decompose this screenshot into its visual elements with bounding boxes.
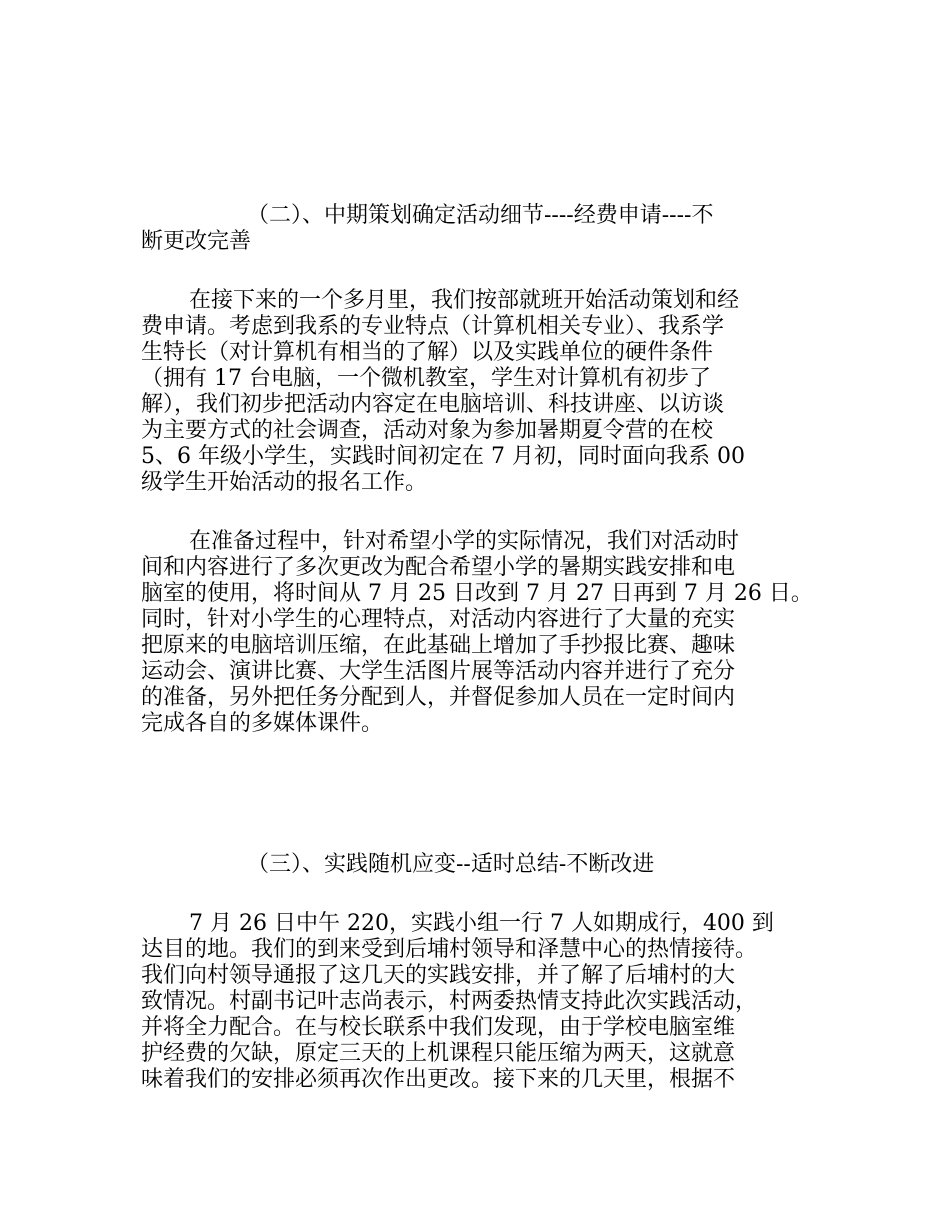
paragraph-line: 5、6 年级小学生，实践时间初定在 7 月初，同时面向我系 00 [141,444,745,469]
paragraph-line: 的准备，另外把任务分配到人，并督促参加人员在一定时间内 [141,685,736,710]
paragraph-line: 费申请。考虑到我系的专业特点（计算机相关专业）、我系学 [141,314,725,339]
paragraph-line: 同时，针对小学生的心理特点，对活动内容进行了大量的充实 [141,607,736,632]
paragraph-line: 达目的地。我们的到来受到后埔村领导和泽慧中心的热情接待。 [141,937,758,962]
paragraph-line: 解），我们初步把活动内容定在电脑培训、科技讲座、以访谈 [141,392,725,417]
paragraph-line: 运动会、演讲比赛、大学生活图片展等活动内容并进行了充分 [141,659,736,684]
paragraph-line: 为主要方式的社会调查，活动对象为参加暑期夏令营的在校 [141,418,714,443]
paragraph-line: 护经费的欠缺，原定三天的上机课程只能压缩为两天，这就意 [141,1041,736,1066]
paragraph-line: 级学生开始活动的报名工作。 [141,470,428,495]
section-heading: 断更改完善 [141,229,252,254]
paragraph-line: 生特长（对计算机有相当的了解）以及实践单位的硬件条件 [141,340,714,365]
paragraph-line: 脑室的使用，将时间从 7 月 25 日改到 7 月 27 日再到 7 月 26 日。 [141,581,813,606]
paragraph-line: 7 月 26 日中午 220，实践小组一行 7 人如期成行，400 到 [189,911,774,936]
paragraph-line: 在接下来的一个多月里，我们按部就班开始活动策划和经 [189,288,740,313]
paragraph-line: 把原来的电脑培训压缩，在此基础上增加了手抄报比赛、趣味 [141,633,736,658]
paragraph-line: 并将全力配合。在与校长联系中我们发现，由于学校电脑室维 [141,1015,736,1040]
paragraph-line: 味着我们的安排必须再次作出更改。接下来的几天里，根据不 [141,1067,736,1092]
section-heading: （三）、实践随机应变--适时总结-不断改进 [247,852,655,877]
paragraph-line: 在准备过程中，针对希望小学的实际情况，我们对活动时 [189,529,740,554]
section-heading: （二）、中期策划确定活动细节----经费申请----不 [247,203,714,228]
paragraph-line: 间和内容进行了多次更改为配合希望小学的暑期实践安排和电 [141,555,736,580]
paragraph-line: 致情况。村副书记叶志尚表示，村两委热情支持此次实践活动， [141,989,758,1014]
paragraph-line: （拥有 17 台电脑，一个微机教室，学生对计算机有初步了 [141,366,711,391]
paragraph-line: 我们向村领导通报了这几天的实践安排，并了解了后埔村的大 [141,963,736,988]
paragraph-line: 完成各自的多媒体课件。 [141,711,384,736]
